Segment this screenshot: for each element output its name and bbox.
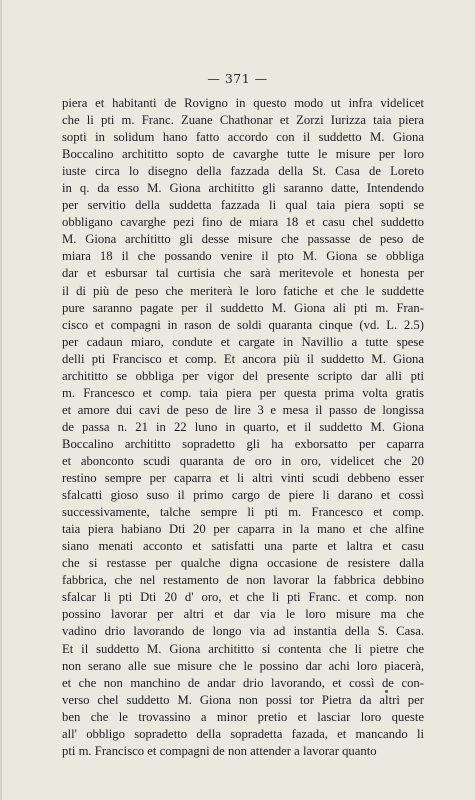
text-line: non serano alle sue misure che le possino dar achi loro piacerà,	[62, 658, 424, 673]
body-text	[62, 95, 424, 760]
text-line: per cadaun miaro, condute et cargate in Navillio a tutte spese	[62, 334, 424, 349]
text-line: fabbrica, che nel restamento de non lavorar la fabbrica debbino	[62, 573, 424, 588]
text-line: che li pti m. Franc. Zuane Chathonar et Zorzi Iurizza taia piera	[62, 113, 424, 128]
text-line: restino sempre per caparra et li altri vinti scudi debbeno esser	[62, 471, 424, 486]
text-line: m. Francesco et comp. taia piera per questa prima volta gratis	[62, 385, 424, 400]
text-line: pure saranno pagate per il suddetto M. Giona ali pti m. Fran-	[62, 300, 424, 315]
text-line: et che non manchino de andar drio lavorando, et cossì de con-	[62, 675, 424, 690]
text-line: cisco et compagni in rason de soldi quaranta cinque (vd. L. 2.5)	[62, 317, 424, 332]
text-line: miara 18 il che possando venire il pto M. Giona se obbliga	[62, 249, 424, 264]
page-edge	[0, 0, 2, 800]
text-line: ben che le trovassino a minor pretio et lasciar loro queste	[62, 709, 424, 724]
text-line: per servitio della suddetta fazzada li qual taia piera sopti se	[62, 198, 424, 213]
text-line: de passa n. 21 in 22 luno in quarto, et il suddetto M. Giona	[62, 419, 424, 434]
text-line: archititto se obbliga per vigor del presente scripto dar alli pti	[62, 368, 424, 383]
text-line: Boccalino archititto sopradetto gli ha exborsatto per caparra	[62, 436, 424, 451]
text-line: et abonconto scudi quaranta de oro in oro, videlicet che 20	[62, 453, 424, 468]
text-line: obbligano cavarghe pezi fino de miara 18 et casu chel suddetto	[62, 215, 424, 230]
text-line: Et il suddetto M. Giona archititto si contenta che li pietre che	[62, 641, 424, 656]
text-line: sopti in solidum hano fatto accordo con il suddetto M. Giona	[62, 130, 424, 145]
text-line: in q. da esso M. Giona archititto gli saranno datte, Intendendo	[62, 181, 424, 196]
text-line: Boccalino archititto sopto de cavarghe tutte le misure per loro	[62, 147, 424, 162]
text-line: M. Giona archititto gli desse misure che passasse de peso de	[62, 232, 424, 247]
text-line: delli pti Francisco et comp. Et ancora più il suddetto M. Giona	[62, 351, 424, 366]
text-line: iuste circa lo disegno della fazzada della St. Casa de Loreto	[62, 164, 424, 179]
text-line: possino lavorar per altri et dar via le loro misure ma che	[62, 607, 424, 622]
text-line: vadino drio lavorando de longo via ad instantia della S. Casa.	[62, 624, 424, 639]
text-line: dar et esbursar tal curtisia che sarà meritevole et honesta per	[62, 266, 424, 281]
text-line: all' obbligo sopradetto della sopradetta fazada, et mancando li	[62, 726, 424, 741]
text-line: che si restasse per qualche digna occasione de resistere dalla	[62, 556, 424, 571]
text-line: successivamente, talche sempre li pti m. Francesco et comp.	[62, 505, 424, 520]
ink-speck	[385, 690, 388, 693]
text-line: et amore dui cavi de peso de lire 3 e mesa il passo de longissa	[62, 402, 424, 417]
text-line: pti m. Francisco et compagni de non attender a lavorar quanto	[62, 743, 377, 758]
text-line: siano menati acconto et satisfatti una parte et laltra et casu	[62, 539, 424, 554]
text-line: il di più de peso che meriterà le loro fatiche et che le suddette	[62, 283, 424, 298]
text-line: piera et habitanti de Rovigno in questo modo ut infra videlicet	[62, 96, 424, 110]
text-line: verso chel suddetto M. Giona non possi tor Pietra da altri per	[62, 692, 424, 707]
text-line: sfalcatti gioso suso il primo cargo de piere li darano et cossì	[62, 488, 424, 503]
text-line: sfalcar li pti Dti 20 d' oro, et che li pti Franc. et comp. non	[62, 590, 424, 605]
text-line: taia piera habiano Dti 20 per caparra in la mano et che alfine	[62, 522, 424, 537]
page-number: — 371 —	[207, 71, 268, 86]
